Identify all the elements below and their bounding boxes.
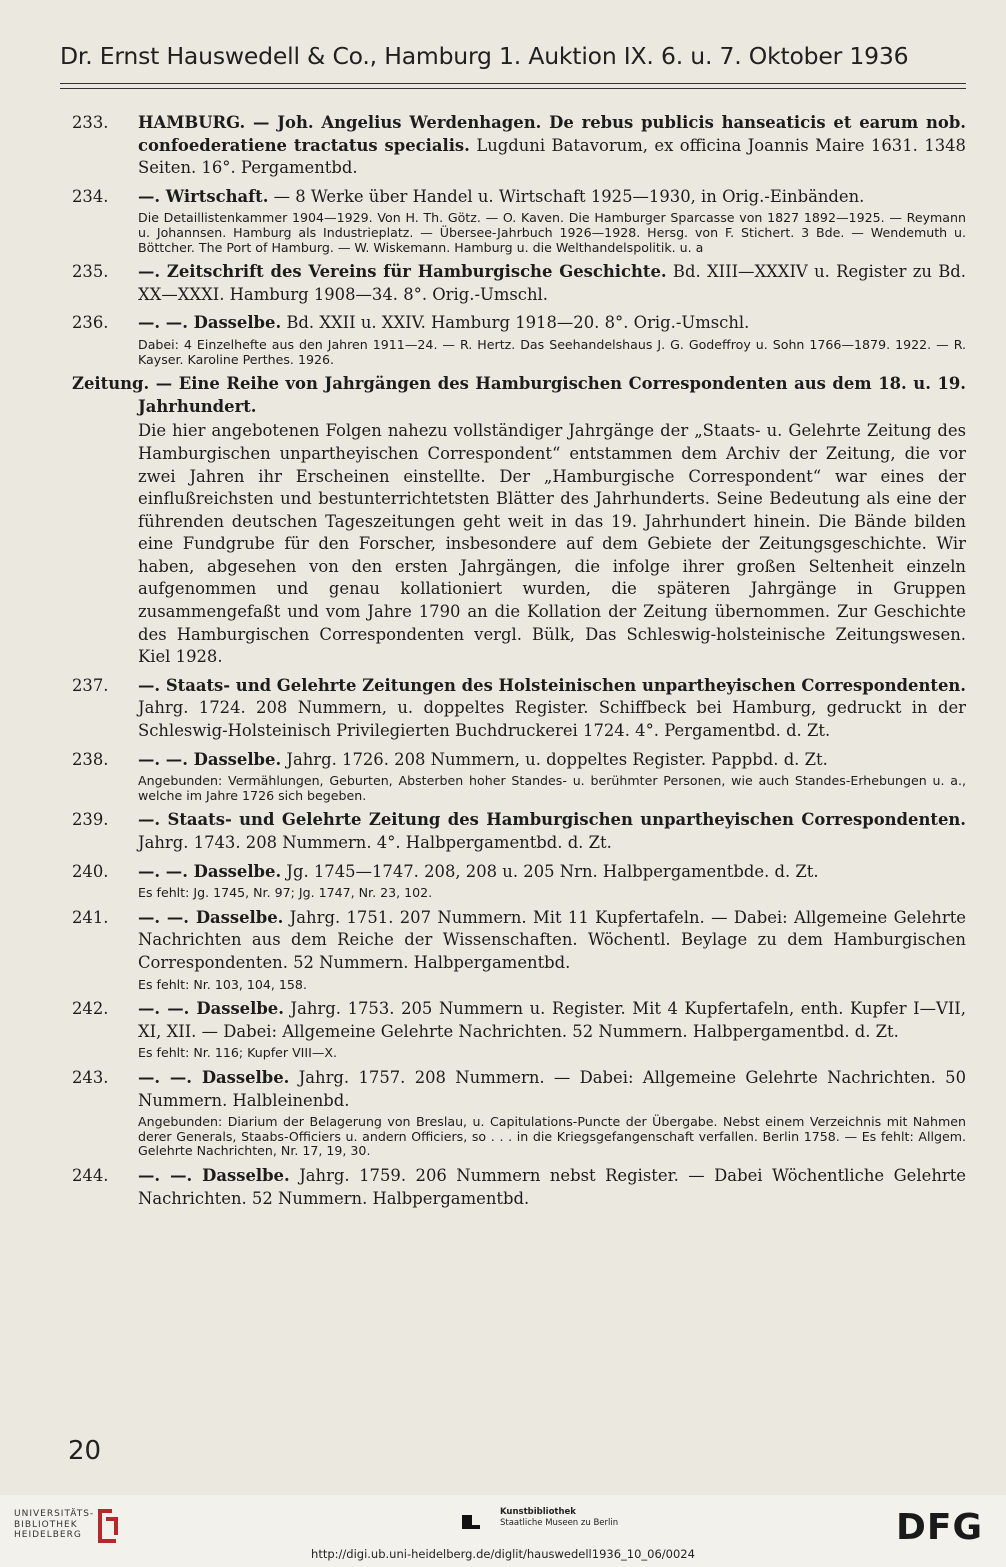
catalog-entry	[72, 998, 966, 1061]
catalog-entry	[72, 112, 966, 180]
entry-description: Jahrg. 1753. 205 Nummern u. Register. Mit 4 Kupfertafeln, enth. Kupfer I—VII, XI, XII. — Dabei: Allgemeine Gelehrte Nachrichten. 52 Nummern. Halbpergamentbd. d. Zt.	[138, 999, 966, 1041]
uni-line-1: UNIVERSITÄTS-	[14, 1509, 95, 1519]
section-title: Zeitung. — Eine Reihe von Jahrgängen des Hamburgischen Correspondenten aus dem 18. u. 19. Jahrhundert.	[72, 374, 966, 416]
entry-text	[138, 112, 966, 180]
entry-text	[138, 675, 966, 743]
catalog-entry	[72, 261, 966, 306]
entry-number: 235.	[72, 262, 109, 282]
entry-description: Bd. XXII u. XXIV. Hamburg 1918—20. 8°. Orig.-Umschl.	[286, 313, 750, 333]
entry-text	[138, 749, 966, 772]
header-rule-top	[60, 83, 966, 84]
entry-description: Jahrg. 1726. 208 Nummern, u. doppeltes Register. Pappbd. d. Zt.	[286, 749, 828, 769]
page-number: 20	[68, 1436, 102, 1466]
entry-number: 241.	[72, 907, 109, 927]
kb-line-1: Kunstbibliothek	[500, 1507, 576, 1517]
entry-heading: —. Staats- und Gelehrte Zeitungen des Holsteinischen unpartheyischen Correspondenten.	[138, 675, 966, 695]
entry-note: Dabei: 4 Einzelhefte aus den Jahren 1911—24. — R. Hertz. Das Seehandelshaus J. G. Godeffroy u. Sohn 1766—1879. 1922. — R. Kayser. Karoline Perthes. 1926.	[138, 336, 966, 367]
entry-heading: —. —. Dasselbe.	[138, 1067, 290, 1087]
entry-heading: —. Staats- und Gelehrte Zeitung des Hamburgischen unpartheyischen Correspondenten.	[138, 810, 966, 830]
entry-note: Angebunden: Diarium der Belagerung von Breslau, u. Capitulations-Puncte der Übergabe. Nebst einem Verzeichnis mit Nahmen derer Generals, Staabs-Officiers u. andern Officiers, so . . . in die Kriegsgefangenschaft verfallen. Berlin 1758. — Es fehlt: Allgem. Gelehrte Nachrichten, Nr. 17, 19, 30.	[138, 1114, 966, 1159]
dfg-logo: DFG	[896, 1507, 984, 1548]
entry-note: Es fehlt: Nr. 103, 104, 158.	[138, 976, 307, 992]
entry-text	[138, 186, 966, 209]
entry-note: Es fehlt: Jg. 1745, Nr. 97; Jg. 1747, Nr. 23, 102.	[138, 885, 433, 901]
entry-description: Bd. XIII—XXXIV u. Register zu Bd. XX—XXXI. Hamburg 1908—34. 8°. Orig.-Umschl.	[138, 262, 966, 304]
entry-text	[138, 1165, 966, 1210]
entry-text	[138, 312, 966, 335]
catalog-entry	[72, 186, 966, 255]
entry-text	[138, 261, 966, 306]
entry-description: Jahrg. 1743. 208 Nummern. 4°. Halbpergamentbd. d. Zt.	[138, 833, 612, 852]
header-rule-bottom	[60, 88, 966, 89]
entry-heading: —. —. Dasselbe.	[138, 861, 282, 881]
entry-note: Angebunden: Vermählungen, Geburten, Absterben hoher Standes- u. berühmter Personen, wie auch Standes-Erhebungen u. a., welche im Jahre 1726 sich begeben.	[138, 773, 966, 803]
entry-description: Jahrg. 1759. 206 Nummern nebst Register. — Dabei Wöchentliche Gelehrte Nachrichten. 52 Nummern. Halbpergamentbd.	[138, 1165, 967, 1208]
zeitung-section	[72, 373, 966, 669]
entry-number: 238.	[72, 749, 109, 769]
uni-line-2: BIBLIOTHEK	[14, 1519, 78, 1530]
entry-number: 240.	[72, 861, 109, 881]
catalog-entry	[72, 749, 966, 804]
catalog-entry	[72, 312, 966, 367]
catalog-entry	[72, 861, 966, 901]
entry-heading: —. Wirtschaft.	[138, 186, 269, 206]
kunstbibliothek-logo-icon	[460, 1513, 482, 1531]
page-header: Dr. Ernst Hauswedell & Co., Hamburg 1. Auktion IX. 6. u. 7. Oktober 1936	[60, 42, 909, 70]
entry-heading: —. —. Dasselbe.	[138, 907, 284, 927]
entry-text	[138, 861, 966, 884]
entry-number: 242.	[72, 999, 109, 1019]
catalog-entry	[72, 675, 966, 743]
uni-line-3: HEIDELBERG	[14, 1530, 82, 1540]
catalog-entry	[72, 907, 966, 992]
entry-description: Jahrg. 1724. 208 Nummern, u. doppeltes Register. Schiffbeck bei Hamburg, gedruckt in der Schleswig-Holsteinisch Privilegierten Buchdruckerei 1724. 4°. Pergamentbd. d. Zt.	[138, 698, 966, 741]
permalink-url[interactable]: http://digi.ub.uni-heidelberg.de/diglit/hauswedell1936_10_06/0024	[311, 1547, 695, 1561]
kb-line-2: Staatliche Museen zu Berlin	[500, 1518, 619, 1528]
university-library-logo-text	[14, 1509, 94, 1541]
entry-text	[138, 998, 966, 1043]
catalog-entry	[72, 1165, 966, 1210]
catalog-entry	[72, 1067, 966, 1159]
entry-number: 239.	[72, 810, 109, 830]
entry-heading: —. —. Dasselbe.	[138, 1165, 290, 1185]
university-logo-icon	[92, 1505, 124, 1545]
footer-bar	[0, 1495, 1006, 1567]
entry-text	[138, 907, 966, 975]
entry-heading: —. —. Dasselbe.	[138, 999, 284, 1019]
entry-description: Lugduni Batavorum, ex officina Joannis Maire 1631. 1348 Seiten. 16°. Pergamentbd.	[138, 135, 966, 178]
entry-heading: —. Zeitschrift des Vereins für Hamburgische Geschichte.	[138, 262, 667, 282]
entry-number: 243.	[72, 1067, 109, 1087]
entry-note: Die Detaillistenkammer 1904—1929. Von H. Th. Götz. — O. Kaven. Die Hamburger Sparcasse von 1827 1892—1925. — Reymann u. Johannsen. Hamburg als Industrieplatz. — Übersee-Jahrbuch 1926—1928. Hersg. von F. Stichert. 3 Bde. — Wendemuth u. Böttcher. The Port of Hamburg. — W. Wiskemann. Hamburg u. die Welthandelspolitik. u. a	[138, 210, 966, 255]
entry-note: Es fehlt: Nr. 116; Kupfer VIII—X.	[138, 1045, 338, 1061]
entry-heading: —. —. Dasselbe.	[138, 313, 282, 333]
entry-description: Jahrg. 1751. 207 Nummern. Mit 11 Kupfertafeln. — Dabei: Allgemeine Gelehrte Nachrichten aus dem Reiche der Wissenschaften. Wöchentl. Beylage zu dem Hamburgischen Correspondenten. 52 Nummern. Halbpergamentbd.	[138, 907, 966, 972]
entry-description: Jg. 1745—1747. 208, 208 u. 205 Nrn. Halbpergamentbde. d. Zt.	[286, 861, 819, 881]
kunstbibliothek-label	[500, 1507, 618, 1529]
entry-number: 234.	[72, 186, 109, 206]
entry-text	[138, 809, 966, 854]
entry-number: 237.	[72, 675, 109, 695]
catalog-entries	[72, 112, 966, 1216]
entry-number: 244.	[72, 1165, 109, 1185]
entry-heading: —. —. Dasselbe.	[138, 749, 282, 769]
entry-text	[138, 1067, 966, 1112]
entry-description: Jahrg. 1757. 208 Nummern. — Dabei: Allgemeine Gelehrte Nachrichten. 50 Nummern. Halbleinenbd.	[138, 1067, 966, 1110]
section-body: Die hier angebotenen Folgen nahezu vollständiger Jahrgänge der „Staats- u. Gelehrte Zeitung des Hamburgischen unpartheyischen Correspondent“ entstammen dem Archiv der Zeitung, die vor zwei Jahren ihr Erscheinen einstellte. Der „Hamburgische Correspondent“ war eines der einflußreichsten und bestunterrichtetsten Blätter des Jahrhunderts. Seine Bedeutung als eine der führenden deutschen Tageszeitungen geht weit in das 19. Jahrhundert hinein. Die Bände bilden eine Fundgrube für den Forscher, insbesondere auf dem Gebiete der Zeitungsgeschichte. Wir haben, abgesehen von den ersten Jahrgängen, die infolge ihrer großen Seltenheit einzeln aufgenommen und genau kollationiert wurden, die späteren Jahrgänge in Gruppen zusammengefaßt und vom Jahre 1790 an die Kollation der Zeitung übernommen. Zur Geschichte des Hamburgischen Correspondenten vergl. Bülk, Das Schleswig-holsteinische Zeitungswesen. Kiel 1928.	[138, 421, 966, 667]
entry-number: 233.	[72, 113, 109, 132]
entry-description: — 8 Werke über Handel u. Wirtschaft 1925—1930, in Orig.-Einbänden.	[273, 186, 865, 206]
entry-number: 236.	[72, 313, 109, 333]
entry-heading: HAMBURG. — Joh. Angelius Werdenhagen. De rebus publicis hanseaticis et earum nob. confoederatiene tractatus specialis.	[138, 113, 966, 155]
catalog-entry	[72, 809, 966, 854]
